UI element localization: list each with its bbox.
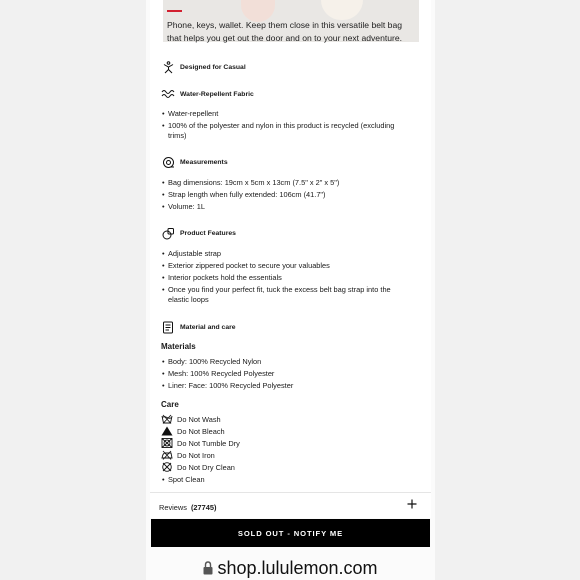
care-label-icon (161, 320, 175, 334)
person-stretch-icon (161, 60, 175, 74)
section-title: Measurements (180, 158, 228, 166)
accent-bar (167, 10, 182, 12)
features-icon (161, 226, 175, 240)
no-tumble-dry-icon (161, 438, 173, 448)
list-item: • Mesh: 100% Recycled Polyester (162, 369, 275, 378)
waves-icon (161, 87, 175, 101)
product-description: Phone, keys, wallet. Keep them close in this versatile belt bag that helps you get out the door and on to your next adventure. (167, 20, 403, 43)
section-measurements (161, 155, 228, 169)
care-item: Do Not Tumble Dry (161, 438, 240, 448)
no-wash-icon (161, 414, 173, 424)
section-material-care (161, 320, 236, 334)
section-title: Material and care (180, 323, 236, 331)
list-item: • Water-repellent (162, 109, 219, 118)
materials-heading: Materials (161, 342, 196, 351)
care-item: Do Not Dry Clean (161, 462, 235, 472)
product-details-page (150, 0, 431, 518)
address-bar[interactable] (146, 558, 435, 580)
list-item: • Volume: 1L (162, 202, 205, 211)
lock-icon (203, 559, 213, 580)
section-features (161, 226, 236, 240)
tape-measure-icon (161, 155, 175, 169)
section-water (161, 87, 254, 101)
url-text: shop.lululemon.com (217, 558, 378, 578)
section-casual (161, 60, 246, 74)
reviews-label: Reviews (159, 503, 187, 512)
section-title: Designed for Casual (180, 63, 246, 71)
list-item: • Exterior zippered pocket to secure your valuables (162, 261, 330, 270)
list-item: • Strap length when fully extended: 106cm (41.7") (162, 190, 326, 199)
care-item: Do Not Wash (161, 414, 221, 424)
list-item: • 100% of the polyester and nylon in this product is recycled (excluding trims) (162, 121, 395, 140)
no-dry-clean-icon (161, 462, 173, 472)
section-title: Water-Repellent Fabric (180, 90, 254, 98)
plus-icon[interactable] (407, 499, 417, 511)
reviews-row[interactable] (150, 492, 431, 518)
no-iron-icon (161, 450, 173, 460)
list-item: • Spot Clean (162, 475, 205, 484)
list-item: • Adjustable strap (162, 249, 221, 258)
list-item: • Body: 100% Recycled Nylon (162, 357, 262, 366)
reviews-count: (27745) (190, 503, 217, 512)
list-item: • Liner: Face: 100% Recycled Polyester (162, 381, 294, 390)
section-title: Product Features (180, 229, 236, 237)
care-heading: Care (161, 400, 179, 409)
care-item: Do Not Iron (161, 450, 215, 460)
care-item: Do Not Bleach (161, 426, 225, 436)
list-item: • Bag dimensions: 19cm x 5cm x 13cm (7.5" x 2" x 5") (162, 178, 340, 187)
list-item: • Once you find your perfect fit, tuck the excess belt bag strap into the elastic loops (162, 285, 391, 304)
list-item: • Interior pockets hold the essentials (162, 273, 282, 282)
notify-me-button[interactable]: SOLD OUT - NOTIFY ME (151, 519, 430, 547)
no-bleach-icon (161, 426, 173, 436)
